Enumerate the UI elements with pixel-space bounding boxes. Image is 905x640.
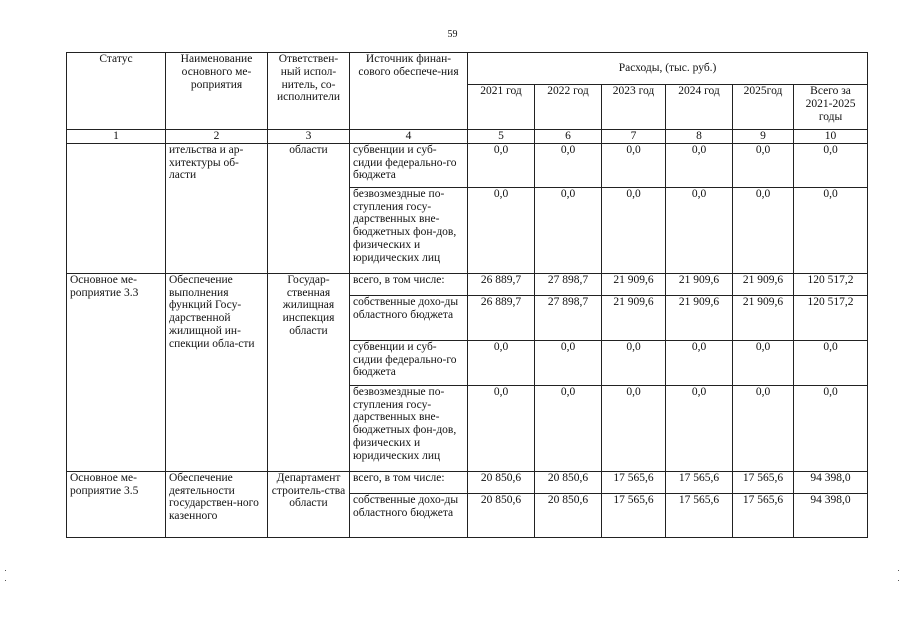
value-cell: 0,0 — [794, 385, 868, 471]
value-cell: 21 909,6 — [602, 295, 666, 340]
funding-source-cell: всего, в том числе: — [350, 273, 468, 295]
value-cell: 0,0 — [733, 385, 794, 471]
value-cell: 94 398,0 — [794, 493, 868, 537]
value-cell: 21 909,6 — [666, 295, 733, 340]
value-cell: 0,0 — [794, 340, 868, 385]
budget-table — [66, 52, 868, 538]
value-cell: 0,0 — [535, 340, 602, 385]
responsible-cell: Государ-ственная жилищная инспекция области — [268, 273, 350, 471]
value-cell: 0,0 — [535, 187, 602, 273]
header-source: Источник финан-сового обеспече-ния — [350, 53, 468, 130]
column-number: 3 — [268, 130, 350, 144]
value-cell: 20 850,6 — [535, 471, 602, 493]
value-cell: 0,0 — [794, 143, 868, 187]
value-cell: 0,0 — [602, 340, 666, 385]
column-number: 6 — [535, 130, 602, 144]
value-cell: 21 909,6 — [666, 273, 733, 295]
value-cell: 21 909,6 — [602, 273, 666, 295]
value-cell: 0,0 — [535, 143, 602, 187]
funding-source-cell: субвенции и суб-сидии федерально-го бюджета — [350, 340, 468, 385]
event-name-cell: Обеспечение выполнения функций Госу-дарственной жилищной ин-спекции обла-сти — [166, 273, 268, 471]
value-cell: 0,0 — [733, 187, 794, 273]
header-year: 2024 год — [666, 85, 733, 130]
funding-source-cell: собственные дохо-ды областного бюджета — [350, 493, 468, 537]
value-cell: 17 565,6 — [602, 471, 666, 493]
value-cell: 17 565,6 — [733, 471, 794, 493]
table-row — [67, 471, 868, 493]
header-year: 2021 год — [468, 85, 535, 130]
value-cell: 17 565,6 — [666, 493, 733, 537]
value-cell: 0,0 — [468, 143, 535, 187]
value-cell: 0,0 — [733, 143, 794, 187]
table-row — [67, 273, 868, 295]
status-cell — [67, 143, 166, 273]
value-cell: 120 517,2 — [794, 273, 868, 295]
header-year: 2023 год — [602, 85, 666, 130]
funding-source-cell: безвозмездные по-ступления госу-дарственных вне-бюджетных фон-дов, физических и юридических лиц — [350, 187, 468, 273]
header-name: Наименование основного ме-роприятия — [166, 53, 268, 130]
value-cell: 0,0 — [468, 187, 535, 273]
header-year: 2022 год — [535, 85, 602, 130]
value-cell: 17 565,6 — [602, 493, 666, 537]
column-number-row — [67, 130, 868, 144]
value-cell: 26 889,7 — [468, 295, 535, 340]
column-number: 8 — [666, 130, 733, 144]
status-cell: Основное ме-роприятие 3.5 — [67, 471, 166, 537]
responsible-cell: Департамент строитель-ства области — [268, 471, 350, 537]
value-cell: 0,0 — [666, 187, 733, 273]
page-number: 59 — [447, 29, 458, 40]
header-responsible: Ответствен-ный испол-нитель, со-исполнители — [268, 53, 350, 130]
value-cell: 0,0 — [666, 340, 733, 385]
column-number: 5 — [468, 130, 535, 144]
header-status: Статус — [67, 53, 166, 130]
column-number: 9 — [733, 130, 794, 144]
funding-source-cell: всего, в том числе: — [350, 471, 468, 493]
value-cell: 17 565,6 — [666, 471, 733, 493]
column-number: 7 — [602, 130, 666, 144]
funding-source-cell: субвенции и суб-сидии федерально-го бюджета — [350, 143, 468, 187]
value-cell: 94 398,0 — [794, 471, 868, 493]
header-total: Всего за 2021-2025 годы — [794, 85, 868, 130]
funding-source-cell: собственные дохо-ды областного бюджета — [350, 295, 468, 340]
column-number: 10 — [794, 130, 868, 144]
funding-source-cell: безвозмездные по-ступления госу-дарственных вне-бюджетных фон-дов, физических и юридических лиц — [350, 385, 468, 471]
value-cell: 0,0 — [535, 385, 602, 471]
table-row — [67, 143, 868, 187]
value-cell: 20 850,6 — [468, 471, 535, 493]
scan-artifact — [5, 570, 6, 571]
value-cell: 20 850,6 — [535, 493, 602, 537]
value-cell: 0,0 — [733, 340, 794, 385]
value-cell: 120 517,2 — [794, 295, 868, 340]
event-name-cell: ительства и ар-хитектуры об-ласти — [166, 143, 268, 273]
value-cell: 0,0 — [468, 340, 535, 385]
scan-artifact — [898, 580, 899, 581]
value-cell: 0,0 — [468, 385, 535, 471]
value-cell: 0,0 — [602, 187, 666, 273]
header-year: 2025год — [733, 85, 794, 130]
column-number: 1 — [67, 130, 166, 144]
value-cell: 0,0 — [666, 143, 733, 187]
scan-artifact — [5, 580, 6, 581]
value-cell: 21 909,6 — [733, 295, 794, 340]
column-number: 4 — [350, 130, 468, 144]
value-cell: 21 909,6 — [733, 273, 794, 295]
value-cell: 20 850,6 — [468, 493, 535, 537]
scan-artifact — [898, 570, 899, 571]
responsible-cell: области — [268, 143, 350, 273]
value-cell: 0,0 — [602, 385, 666, 471]
header-expenses: Расходы, (тыс. руб.) — [468, 53, 868, 85]
value-cell: 26 889,7 — [468, 273, 535, 295]
status-cell: Основное ме-роприятие 3.3 — [67, 273, 166, 471]
value-cell: 17 565,6 — [733, 493, 794, 537]
value-cell: 27 898,7 — [535, 273, 602, 295]
value-cell: 27 898,7 — [535, 295, 602, 340]
column-number: 2 — [166, 130, 268, 144]
value-cell: 0,0 — [794, 187, 868, 273]
value-cell: 0,0 — [666, 385, 733, 471]
value-cell: 0,0 — [602, 143, 666, 187]
event-name-cell: Обеспечение деятельности государствен-ного казенного — [166, 471, 268, 537]
